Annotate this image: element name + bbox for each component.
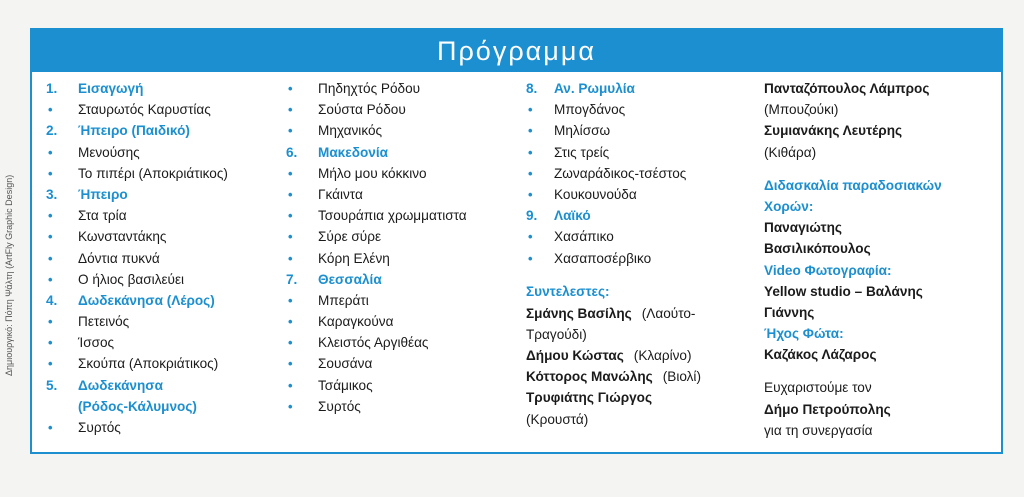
dance-item [46,226,286,247]
designer-credit: Δημιουργικό: Πόπη Ψάλτη (ArtFly Graphic Design) [4,174,14,376]
section-heading [46,120,286,141]
program-panel [30,28,1003,454]
dance-item [526,248,758,269]
credit-row [526,409,758,430]
section-heading [286,269,526,290]
section-title: Ήπειρο [78,186,128,202]
bullet-icon: • [288,292,293,308]
section-number: 6. [286,144,298,160]
bullet-icon: • [48,208,53,224]
musician-instrument: (Κλαρίνο) [633,348,692,364]
bullet-icon: • [288,377,293,393]
program-column-4 [764,78,994,441]
dance-name: Ζωναράδικος-τσέστος [554,165,687,181]
bullet-icon: • [48,335,53,351]
dance-name: Στις τρείς [554,144,610,160]
musician-name: Δήμου Κώστας [526,348,624,364]
section-number: 1. [46,81,58,96]
dance-name: Μενούσης [78,144,140,160]
program-column-2 [286,78,526,417]
dance-name: Μπογδάνος [554,102,626,118]
credit-row [526,366,758,387]
dance-item [286,99,526,120]
bullet-icon: • [288,123,293,139]
bullet-icon: • [48,144,53,160]
program-title: Πρόγραμμα [436,35,597,66]
dance-name: Πηδηχτός Ρόδου [318,81,421,96]
dance-name: Καραγκούνα [318,314,394,330]
person-name: Yellow studio – Βαλάνης [764,283,923,299]
section-heading [46,290,286,311]
bullet-icon: • [528,165,533,181]
dance-name: Ίσσος [78,335,115,351]
spacer [764,365,994,377]
bullet-icon: • [528,229,533,245]
role-heading: Διδασκαλία παραδοσιακών [764,177,942,193]
dance-name: Κλειστός Αργιθέας [318,335,429,351]
bullet-icon: • [288,356,293,372]
dance-name: Τσουράπια χρωμματιστα [318,208,467,224]
section-heading [286,142,526,163]
section-heading [46,78,286,99]
dance-item [286,120,526,141]
credit-row [526,303,758,324]
dance-name: Κόρη Ελένη [318,250,390,266]
section-title: Εισαγωγή [78,81,144,96]
dance-name: Μπεράτι [318,292,369,308]
note-text: (Μπουζούκι) [764,102,839,118]
bullet-icon: • [288,165,293,181]
section-heading [46,375,286,396]
dance-name: Χασαποσέρβικο [554,250,652,266]
bullet-icon: • [48,271,53,287]
section-number: 8. [526,81,538,96]
person-name: Παναγιώτης [764,220,842,236]
bullet-icon: • [48,356,53,372]
bullet-icon: • [48,165,53,181]
dance-name: Ο ήλιος βασιλεύει [78,271,185,287]
dance-name: Χασάπικο [554,229,614,245]
person-name: Γιάννης [764,304,815,320]
dance-name: Μηλίσσω [554,123,611,139]
section-heading [526,78,758,99]
dance-name: Σύρε σύρε [318,229,382,245]
dance-item [526,120,758,141]
section-number: 9. [526,208,538,224]
section-number: 7. [286,271,298,287]
dance-item [46,248,286,269]
dance-item [526,163,758,184]
dance-item [286,332,526,353]
dance-name: Κωνσταντάκης [78,229,167,245]
dance-item [286,248,526,269]
musician-instrument: Τραγούδι) [526,326,587,342]
dance-item [46,269,286,290]
dance-item [46,142,286,163]
section-number: 4. [46,292,58,308]
bullet-icon: • [48,420,53,435]
bullet-icon: • [528,123,533,139]
dance-item [286,290,526,311]
dance-item [286,353,526,374]
dance-name: Κουκουνούδα [554,186,637,202]
person-name: Συμιανάκης Λευτέρης [764,123,903,139]
bullet-icon: • [288,250,293,266]
credits-block [526,281,758,430]
dance-name: Σουσάνα [318,356,373,372]
program-list-3 [526,78,758,269]
bullet-icon: • [48,314,53,330]
bullet-icon: • [288,102,293,118]
dance-item [526,226,758,247]
section-heading [526,205,758,226]
bullet-icon: • [48,229,53,245]
program-column-3 [526,78,758,430]
section-title: Δωδεκάνησα [78,377,163,393]
bullet-icon: • [288,335,293,351]
dance-item [286,184,526,205]
bullet-icon: • [528,144,533,160]
musician-name: Κόττορος Μανώλης [526,369,653,385]
dance-item [286,375,526,396]
dance-item [526,184,758,205]
bullet-icon: • [528,102,533,118]
dance-item [286,78,526,99]
bullet-icon: • [288,314,293,330]
bullet-icon: • [288,398,293,414]
credit-row [526,324,758,345]
dance-name: Μηχανικός [318,123,383,139]
dance-item [286,226,526,247]
dance-item [286,205,526,226]
section-title: Αν. Ρωμυλία [554,81,635,96]
dance-name: Μήλο μου κόκκινο [318,165,427,181]
dance-name: Στα τρία [78,208,127,224]
dance-item [286,396,526,417]
dance-item [46,163,286,184]
dance-item [46,353,286,374]
dance-item [46,205,286,226]
dance-name: Σταυρωτός Καρυστίας [78,102,211,118]
bullet-icon: • [48,250,53,266]
dance-name: Σούστα Ρόδου [318,102,406,118]
person-name: Πανταζόπουλος Λάμπρος [764,81,930,96]
section-title: Δωδεκάνησα (Λέρος) [78,292,215,308]
dance-item [286,311,526,332]
role-heading: Ήχος Φώτα: [764,326,844,342]
person-name: Βασιλικόπουλος [764,241,871,257]
dance-item [46,311,286,332]
dance-name: Γκάιντα [318,186,363,202]
section-title: (Ρόδος-Κάλυμνος) [78,398,197,414]
musician-name: Τρυφιάτης Γιώργος [526,390,653,406]
dance-item [526,142,758,163]
spacer [764,163,994,175]
bullet-icon: • [528,186,533,202]
person-name: Δήμο Πετρούπολης [764,401,891,417]
credit-row [526,345,758,366]
role-heading: Video Φωτογραφία: [764,262,892,278]
dance-name: Δόντια πυκνά [78,250,160,266]
musician-instrument: (Βιολί) [662,369,701,385]
section-number: 3. [46,186,58,202]
section-title: Μακεδονία [318,144,388,160]
program-header [32,30,1001,72]
section-heading [46,184,286,205]
dance-name: Τσάμικος [318,377,373,393]
person-name: Καζάκος Λάζαρος [764,347,877,363]
dance-item [46,332,286,353]
musician-instrument: (Κρουστά) [526,411,589,427]
dance-name: Σκούπα (Αποκριάτικος) [78,356,219,372]
note-text: για τη συνεργασία [764,422,873,438]
musician-instrument: (Λαούτο- [641,305,696,321]
bullet-icon: • [288,229,293,245]
credit-row [526,387,758,408]
role-heading: Χορών: [764,198,814,214]
credits-heading: Συντελεστες: [526,283,610,299]
bullet-icon: • [528,250,533,266]
section-number: 5. [46,377,58,393]
dance-name: Πετεινός [78,314,130,330]
note-text: Ευχαριστούμε τον [764,380,872,396]
bullet-icon: • [48,102,53,118]
dance-item [526,99,758,120]
bullet-icon: • [288,208,293,224]
dance-item [286,163,526,184]
dance-name: Το πιπέρι (Αποκριάτικος) [78,165,228,181]
section-title: Λαϊκό [554,208,591,224]
section-title: Ήπειρο (Παιδικό) [78,123,190,139]
dance-name: Συρτός [318,398,361,414]
program-column-1 [46,78,286,438]
note-text: (Κιθάρα) [764,144,817,160]
dance-item [46,417,286,438]
section-number: 2. [46,123,58,139]
section-title: Θεσσαλία [318,271,382,287]
bullet-icon: • [288,81,293,96]
musician-name: Σμάνης Βασίλης [526,305,632,321]
dance-item [46,396,286,417]
bullet-icon: • [288,186,293,202]
dance-name: Συρτός [78,420,121,435]
dance-item [46,99,286,120]
